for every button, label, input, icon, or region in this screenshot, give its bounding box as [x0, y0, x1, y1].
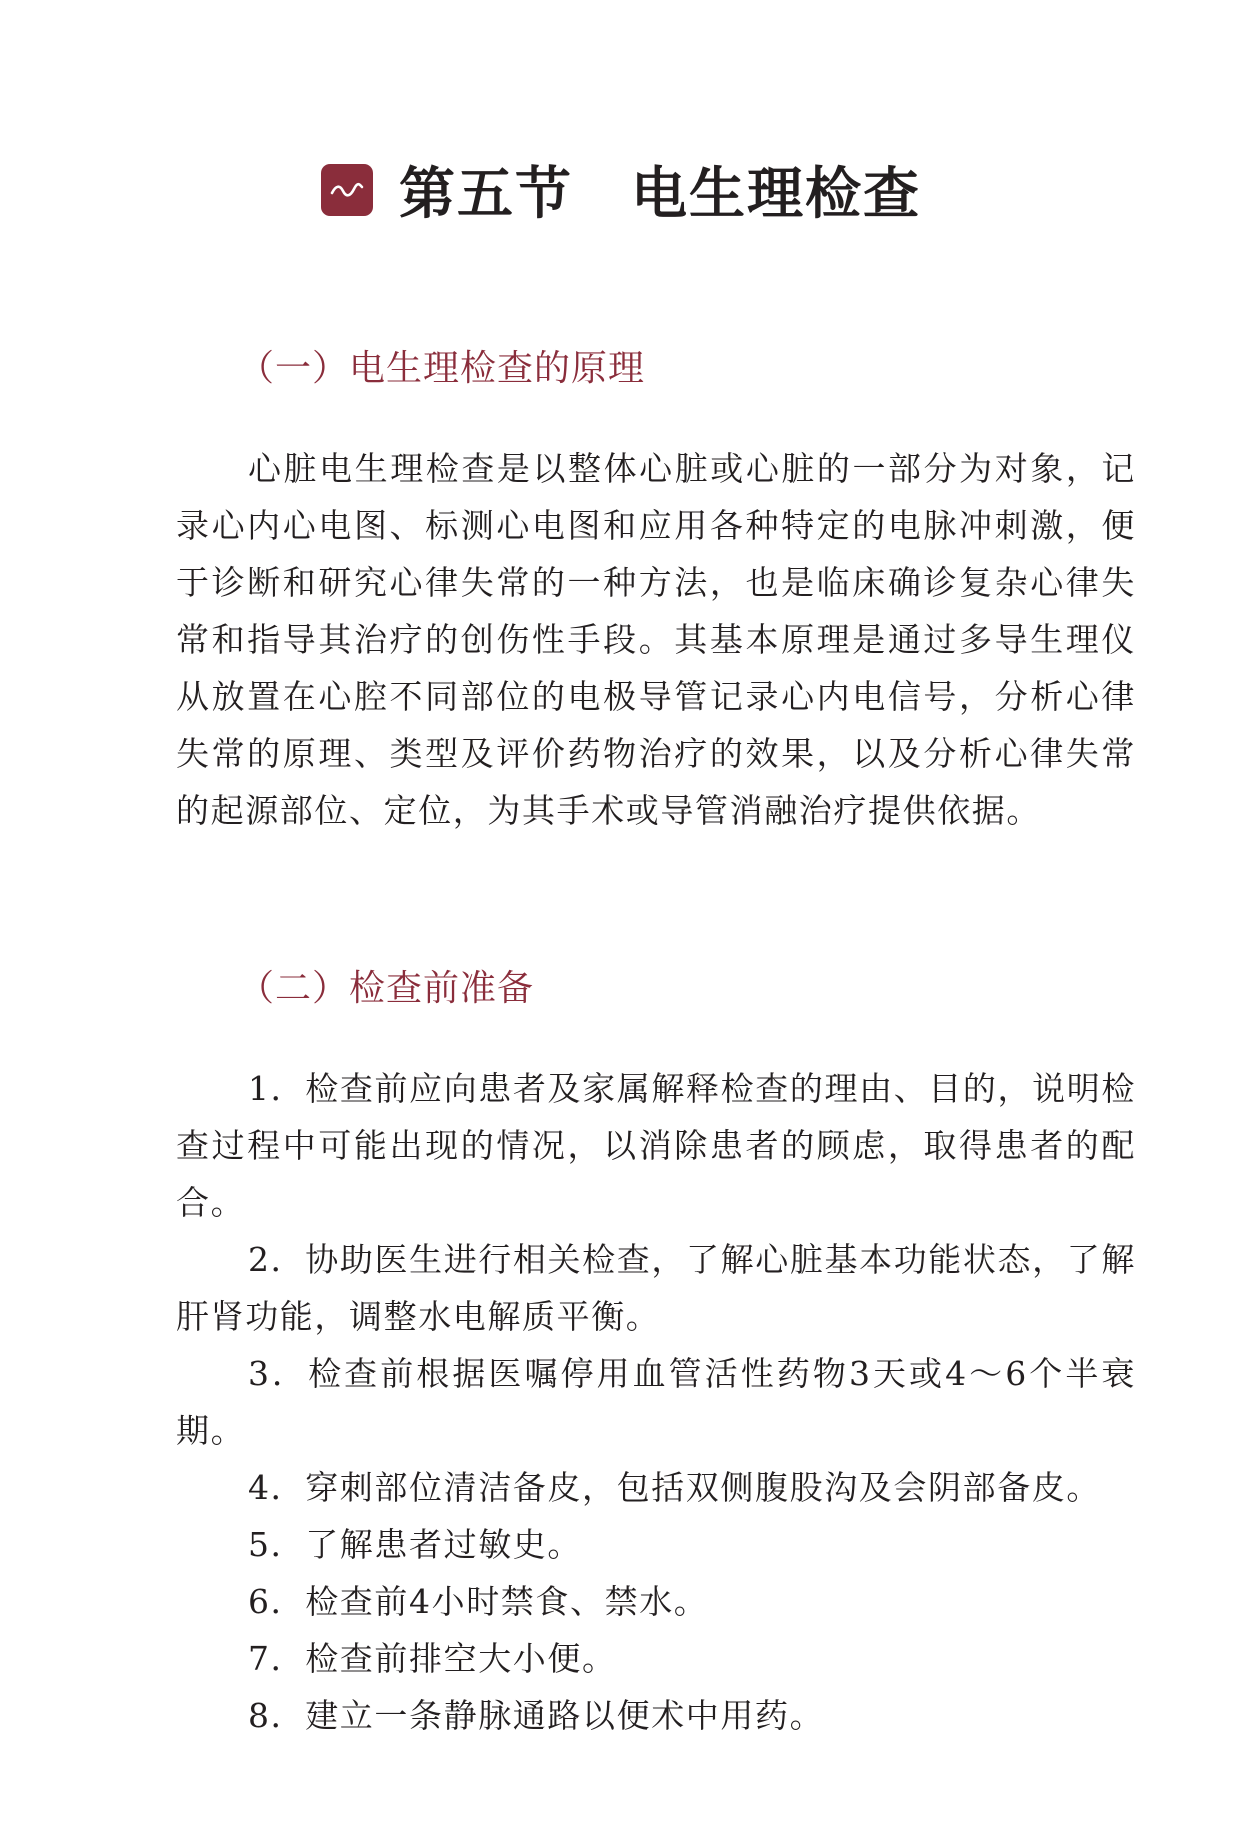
- section-heading-preparation: （二）检查前准备: [238, 968, 535, 1009]
- list-item: 8．建立一条静脉通路以便术中用药。: [248, 1696, 825, 1735]
- list-item: 4．穿刺部位清洁备皮，包括双侧腹股沟及会阴部备皮。: [248, 1468, 1101, 1507]
- waveform-icon: [321, 164, 373, 216]
- list-item: 3．检查前根据医嘱停用血管活性药物3天或4～6个半衰期。: [176, 1354, 1136, 1450]
- list-item: 5．了解患者过敏史。: [248, 1525, 582, 1564]
- list-item: 6．检查前4小时禁食、禁水。: [248, 1582, 709, 1621]
- title-text: 第五节 电生理检查: [399, 161, 921, 227]
- preparation-list: [176, 1060, 1136, 1744]
- list-item: 1．检查前应向患者及家属解释检查的理由、目的，说明检查过程中可能出现的情况，以消除患者的顾虑，取得患者的配合。: [176, 1069, 1136, 1222]
- section-heading-principle: （一）电生理检查的原理: [238, 348, 646, 389]
- list-item: 7．检查前排空大小便。: [248, 1639, 617, 1678]
- principle-body: [176, 440, 1136, 839]
- page-title: [0, 150, 1242, 230]
- list-item: 2．协助医生进行相关检查，了解心脏基本功能状态，了解肝肾功能，调整水电解质平衡。: [176, 1240, 1136, 1336]
- principle-paragraph: 心脏电生理检查是以整体心脏或心脏的一部分为对象，记录心内心电图、标测心电图和应用各种特定的电脉冲刺激，便于诊断和研究心律失常的一种方法，也是临床确诊复杂心律失常和指导其治疗的创伤性手段。其基本原理是通过多导生理仪从放置在心腔不同部位的电极导管记录心内电信号，分析心律失常的原理、类型及评价药物治疗的效果，以及分析心律失常的起源部位、定位，为其手术或导管消融治疗提供依据。: [176, 449, 1136, 830]
